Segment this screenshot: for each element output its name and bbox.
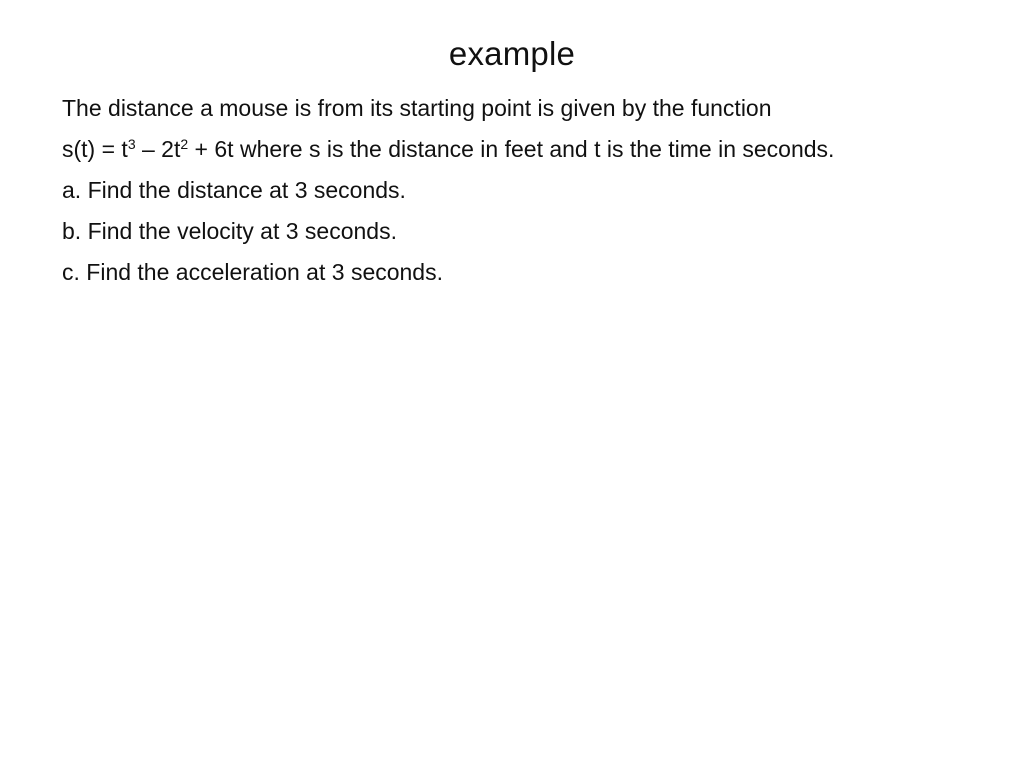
exponent-2: 2 <box>180 136 189 152</box>
question-c: c. Find the acceleration at 3 seconds. <box>62 259 443 285</box>
equation-prefix: s(t) = t <box>62 136 128 162</box>
exponent-3: 3 <box>127 136 136 152</box>
intro-text: The distance a mouse is from its starting point is given by the function <box>62 95 772 121</box>
question-b: b. Find the velocity at 3 seconds. <box>62 218 397 244</box>
question-a: a. Find the distance at 3 seconds. <box>62 177 406 203</box>
equation-middle: – 2t <box>135 136 181 162</box>
slide-body <box>62 88 992 293</box>
slide-title: example <box>448 35 576 72</box>
equation-suffix: + 6t where s is the distance in feet and t is the time in seconds. <box>188 136 835 162</box>
equation-line <box>62 129 992 170</box>
